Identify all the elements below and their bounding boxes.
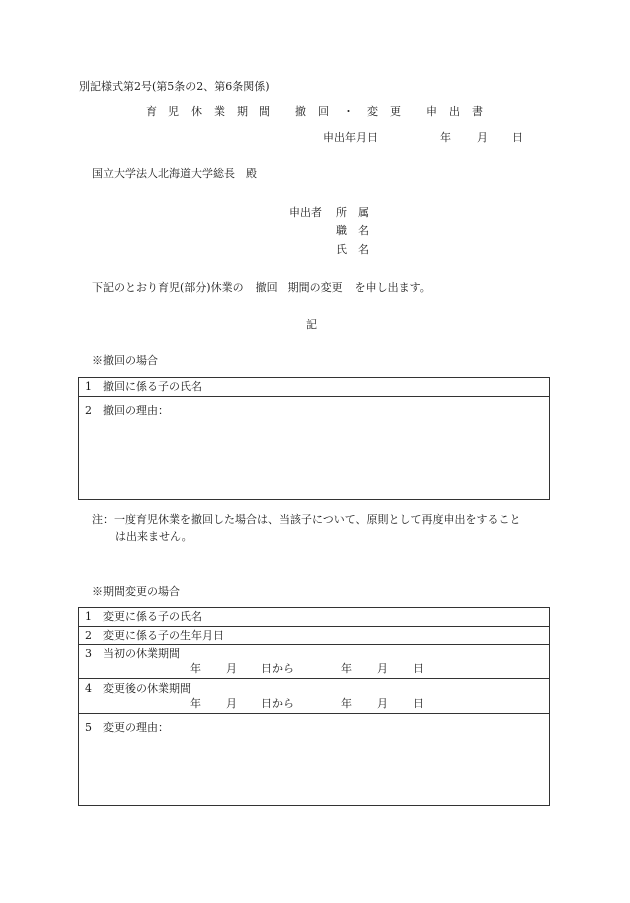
row-number: 3	[85, 647, 92, 660]
title-char: 業	[214, 105, 225, 118]
row-number: 2	[85, 629, 92, 642]
title-char: ・	[343, 105, 354, 118]
row-label: 変更後の休業期間	[103, 682, 191, 695]
date-day: 日	[512, 131, 523, 144]
row-label: 変更に係る子の氏名	[103, 610, 202, 623]
table-row	[79, 378, 549, 396]
period-year2: 年	[341, 662, 352, 675]
applicant-affiliation: 所 属	[336, 206, 369, 219]
title-char: 変	[367, 105, 378, 118]
title-char: 期	[237, 105, 248, 118]
period-month2: 月	[377, 662, 388, 675]
period-day2: 日	[413, 697, 424, 710]
row-number: 2	[85, 404, 92, 417]
statement-suffix: を申し出ます。	[354, 281, 431, 294]
date-label: 申出年月日	[323, 131, 378, 144]
title-char: 出	[449, 105, 460, 118]
date-year: 年	[440, 131, 451, 144]
table-row	[79, 678, 549, 714]
title-char: 育	[146, 105, 157, 118]
change-heading: ※期間変更の場合	[92, 585, 180, 598]
table-row	[79, 713, 549, 806]
applicant-name: 氏 名	[336, 243, 369, 256]
row-number: 1	[85, 610, 92, 623]
title-char: 児	[168, 105, 179, 118]
table-row	[79, 644, 549, 679]
period-year: 年	[190, 697, 201, 710]
period-month: 月	[226, 662, 237, 675]
title-char: 撤	[295, 105, 306, 118]
title-char: 更	[390, 105, 401, 118]
period-day2: 日	[413, 662, 424, 675]
period-from: 日から	[261, 697, 294, 710]
addressee: 国立大学法人北海道大学総長 殿	[92, 167, 257, 180]
row-label: 撤回の理由：	[103, 404, 169, 417]
period-year: 年	[190, 662, 201, 675]
option-change: 期間の変更	[287, 281, 343, 294]
statement	[92, 281, 431, 295]
title-char: 休	[191, 105, 202, 118]
row-number: 4	[85, 682, 92, 695]
title-char: 申	[426, 105, 437, 118]
title-char: 間	[259, 105, 270, 118]
period-month2: 月	[377, 697, 388, 710]
table-row	[79, 396, 549, 500]
date-month: 月	[477, 131, 488, 144]
title-char: 書	[472, 105, 483, 118]
table-row	[79, 626, 549, 645]
ki-label: 記	[306, 318, 317, 331]
table-row	[79, 608, 549, 626]
row-number: 1	[85, 380, 92, 393]
row-label: 変更の理由：	[103, 721, 169, 734]
withdraw-note-line1: 注：一度育児休業を撤回した場合は、当該子について、原則として再度申出をすること	[92, 513, 521, 526]
period-from: 日から	[261, 662, 294, 675]
withdraw-table	[78, 377, 550, 500]
withdraw-heading: ※撤回の場合	[92, 354, 158, 367]
row-number: 5	[85, 721, 92, 734]
statement-prefix: 下記のとおり育児(部分)休業の	[92, 281, 244, 294]
withdraw-note-line2: は出来ません。	[115, 530, 193, 543]
period-year2: 年	[341, 697, 352, 710]
option-withdraw: 撤回	[255, 281, 278, 294]
applicant-label: 申出者	[289, 206, 322, 219]
row-label: 撤回に係る子の氏名	[103, 380, 202, 393]
applicant-position: 職 名	[336, 224, 369, 237]
period-month: 月	[226, 697, 237, 710]
row-label: 当初の休業期間	[103, 647, 180, 660]
change-table	[78, 607, 550, 806]
title-char: 回	[318, 105, 329, 118]
form-id: 別記様式第2号(第5条の2、第6条関係)	[79, 80, 270, 93]
row-label: 変更に係る子の生年月日	[103, 629, 224, 642]
